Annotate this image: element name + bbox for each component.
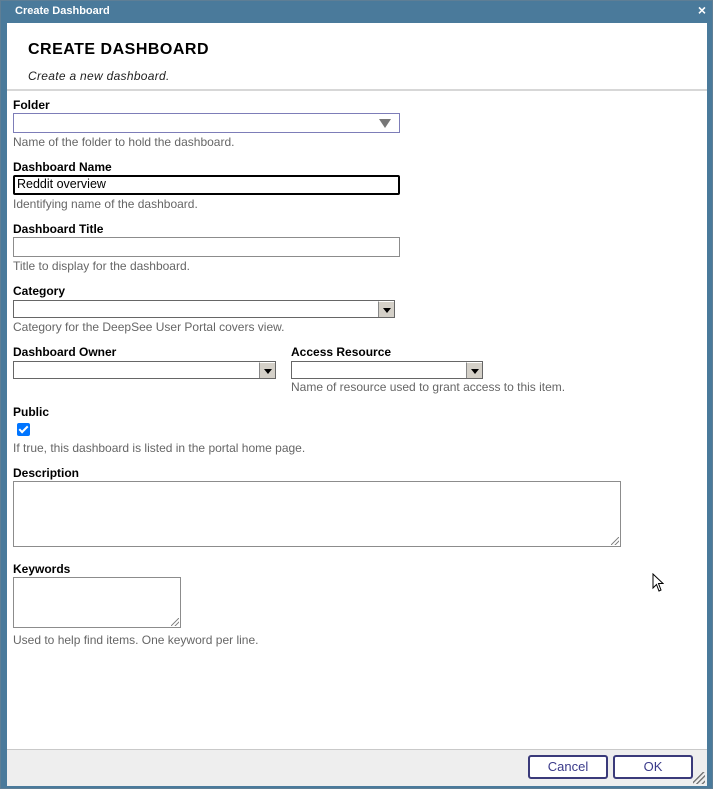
dialog-titlebar[interactable] [1,1,712,23]
folder-label: Folder [13,98,50,112]
access-resource-combobox[interactable] [291,361,483,379]
cancel-button[interactable]: Cancel [528,755,608,779]
dashboard-title-label: Dashboard Title [13,222,104,236]
ok-button[interactable]: OK [613,755,693,779]
folder-select[interactable] [13,113,400,133]
dialog-header [7,23,707,91]
dropdown-arrow-icon[interactable] [466,362,482,378]
public-label: Public [13,405,50,419]
keywords-label: Keywords [13,562,71,576]
category-combobox[interactable] [13,300,395,318]
dashboard-title-input[interactable] [13,237,400,257]
dialog-footer [7,749,707,786]
dashboard-name-hint: Identifying name of the dashboard. [13,197,198,211]
dashboard-owner-combobox[interactable] [13,361,276,379]
keywords-hint: Used to help find items. One keyword per line. [13,633,259,647]
dialog-window-title: Create Dashboard [15,5,110,17]
folder-hint: Name of the folder to hold the dashboard. [13,135,235,149]
keywords-textarea[interactable] [13,577,181,628]
description-label: Description [13,466,80,480]
dropdown-arrow-icon[interactable] [379,119,391,128]
dropdown-arrow-icon[interactable] [378,301,394,317]
page-title: CREATE DASHBOARD [28,41,210,58]
dashboard-title-hint: Title to display for the dashboard. [13,259,190,273]
resize-handle-icon[interactable] [171,618,179,626]
category-label: Category [13,284,66,298]
dashboard-name-input[interactable]: Reddit overview [13,175,400,195]
dialog-resize-grip-icon[interactable] [693,772,705,784]
dashboard-name-label: Dashboard Name [13,160,112,174]
dialog-body [7,23,707,785]
dropdown-arrow-icon[interactable] [259,362,275,378]
public-checkbox[interactable] [17,423,30,436]
public-hint: If true, this dashboard is listed in the portal home page. [13,441,306,455]
category-hint: Category for the DeepSee User Portal covers view. [13,320,285,334]
resize-handle-icon[interactable] [611,537,619,545]
close-icon[interactable]: × [697,2,706,18]
dashboard-owner-label: Dashboard Owner [13,345,117,359]
access-resource-hint: Name of resource used to grant access to this item. [291,380,566,394]
page-subtitle: Create a new dashboard. [28,69,170,83]
access-resource-label: Access Resource [291,345,392,359]
description-textarea[interactable] [13,481,621,547]
mouse-pointer-icon [652,573,664,593]
